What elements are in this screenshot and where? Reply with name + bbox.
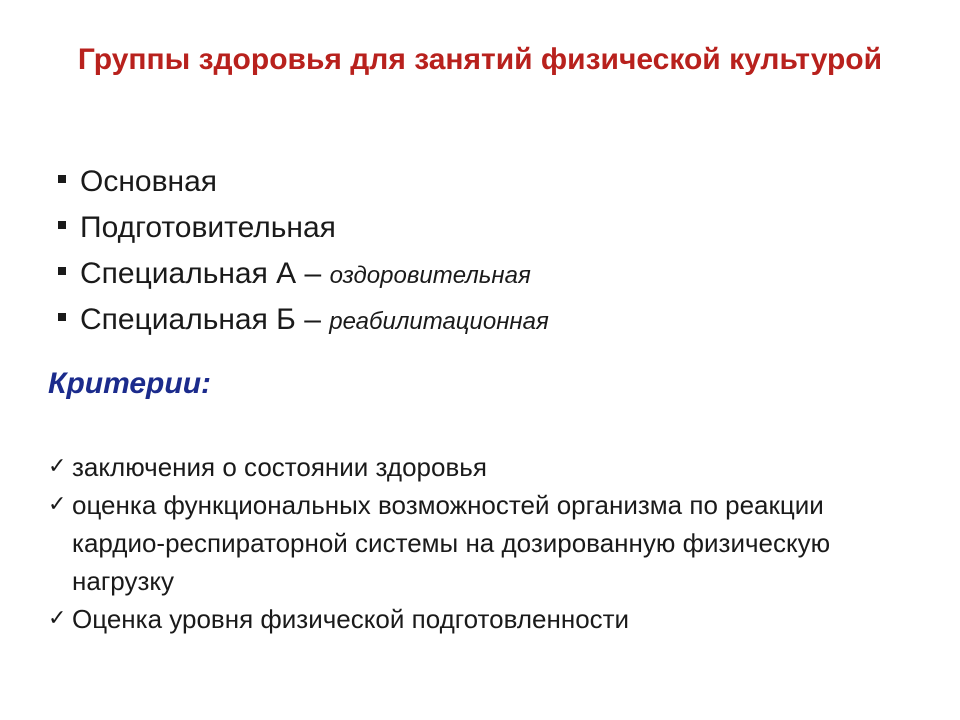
check-mark-icon: ✓ <box>48 454 67 479</box>
list-item <box>55 298 549 344</box>
group-label: Подготовительная <box>80 211 336 244</box>
check-mark-icon: ✓ <box>48 492 67 517</box>
list-item <box>55 160 549 206</box>
list-item <box>55 252 549 298</box>
health-groups-list <box>55 160 549 344</box>
group-qualifier: реабилитационная <box>329 308 549 335</box>
criterion-text: Оценка уровня физической подготовленности <box>72 604 630 634</box>
square-bullet-icon <box>58 221 66 229</box>
criteria-heading: Критерии: <box>48 367 212 400</box>
check-mark-icon: ✓ <box>48 606 67 631</box>
criterion-text: оценка функциональных возможностей организма по реакции кардио-респираторной системы на дозированную физическую нагрузку <box>72 490 831 596</box>
group-label: Специальная А – <box>80 257 330 290</box>
square-bullet-icon <box>58 313 66 321</box>
slide-title: Группы здоровья для занятий физической культурой <box>77 43 883 76</box>
square-bullet-icon <box>58 267 66 275</box>
square-bullet-icon <box>58 175 66 183</box>
list-item <box>48 486 918 600</box>
criterion-text: заключения о состоянии здоровья <box>72 452 487 482</box>
group-label: Специальная Б – <box>80 303 330 336</box>
group-label: Основная <box>80 165 218 198</box>
list-item <box>55 206 549 252</box>
list-item <box>48 448 918 486</box>
criteria-list <box>48 448 918 638</box>
group-qualifier: оздоровительная <box>329 262 531 289</box>
list-item <box>48 600 918 638</box>
